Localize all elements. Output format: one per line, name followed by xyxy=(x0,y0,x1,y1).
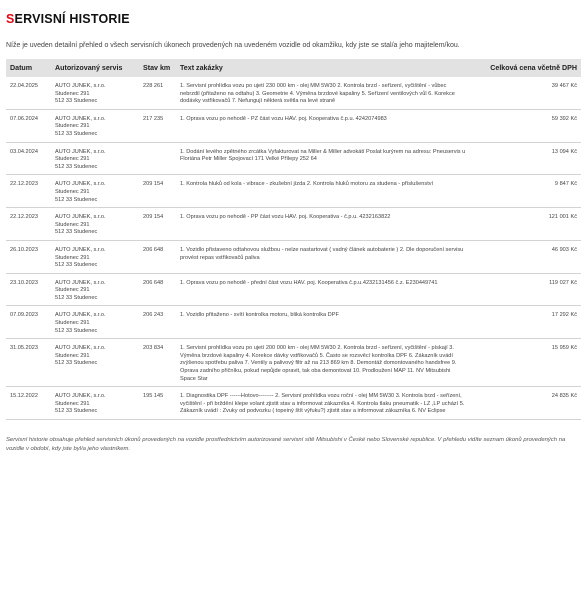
cell-order-text: 1. Dodání levého zpětného zrcátka Vyfakturovat na Miller & Miller advokátí Poslat kurýrem na adresu: Pneuservis u Floriána Petr Miller Spojovací 171 Velké Přílepy 252 64 xyxy=(176,142,473,175)
dealer-address-line: AUTO JUNEK, s.r.o. xyxy=(55,312,106,319)
cell-total-price: 119 027 Kč xyxy=(473,273,581,306)
cell-total-price: 15 959 Kč xyxy=(473,339,581,387)
cell-total-price: 59 392 Kč xyxy=(473,109,581,142)
dealer-address-line: AUTO JUNEK, s.r.o. xyxy=(55,246,106,253)
cell-total-price: 13 094 Kč xyxy=(473,142,581,175)
dealer-address-line: 512 33 Studenec xyxy=(55,408,98,415)
table-row xyxy=(6,387,581,420)
table-row xyxy=(6,306,581,339)
column-header-total-price: Celková cena včetně DPH xyxy=(473,59,581,77)
dealer-address-line: 512 33 Studenec xyxy=(55,130,98,137)
cell-date: 31.05.2023 xyxy=(6,339,51,387)
dealer-address-line: AUTO JUNEK, s.r.o. xyxy=(55,345,106,352)
dealer-address-line: 512 33 Studenec xyxy=(55,262,98,269)
cell-mileage: 203 834 xyxy=(139,339,176,387)
cell-order-text: 1. Oprava vozu po nehodě - PZ část vozu HAV. poj. Kooperativa č.p.u. 4242074983 xyxy=(176,109,473,142)
table-row xyxy=(6,240,581,273)
table-row xyxy=(6,109,581,142)
cell-dealer xyxy=(51,175,139,208)
intro-text: Níže je uveden detailní přehled o všech servisních úkonech provedených na uvedeném vozidle od okamžiku, kdy jste se stal/a jeho majitelem/kou. xyxy=(6,42,460,49)
cell-mileage: 209 154 xyxy=(139,175,176,208)
cell-date: 22.12.2023 xyxy=(6,208,51,241)
dealer-address-line: Studenec 291 xyxy=(55,90,90,97)
page-title-rest: ERVISNÍ HISTORIE xyxy=(14,12,130,26)
cell-date: 22.12.2023 xyxy=(6,175,51,208)
cell-mileage: 217 235 xyxy=(139,109,176,142)
cell-dealer xyxy=(51,273,139,306)
cell-dealer xyxy=(51,208,139,241)
cell-date: 22.04.2025 xyxy=(6,77,51,109)
service-history-table xyxy=(6,59,581,420)
footnote-text: Servisní historie obsahuje přehled servisních úkonů provedených na vozidle prostřednictvím autorizované servisní sítě Mitsubishi v České nebo Slovenské republice. V přehledu vidíte seznam úkonů provedených na vozidle v období, kdy jste byl/a jeho vlastníkem. xyxy=(6,437,566,452)
table-row xyxy=(6,77,581,109)
cell-total-price: 39 467 Kč xyxy=(473,77,581,109)
table-header-row xyxy=(6,59,581,77)
cell-order-text: 1. Oprava vozu po nehodě - PP část vozu HAV. poj. Kooperativa - č.p.u. 4232163822 xyxy=(176,208,473,241)
column-header-order-text: Text zakázky xyxy=(176,59,473,77)
dealer-address-line: Studenec 291 xyxy=(55,254,90,261)
cell-total-price: 9 847 Kč xyxy=(473,175,581,208)
dealer-address-line: AUTO JUNEK, s.r.o. xyxy=(55,148,106,155)
cell-dealer xyxy=(51,142,139,175)
cell-date: 26.10.2023 xyxy=(6,240,51,273)
cell-dealer xyxy=(51,77,139,109)
table-row xyxy=(6,175,581,208)
table-row xyxy=(6,142,581,175)
dealer-address-line: Studenec 291 xyxy=(55,221,90,228)
cell-dealer xyxy=(51,339,139,387)
dealer-address-line: 512 33 Studenec xyxy=(55,196,98,203)
cell-order-text: 1. Servisní prohlídka vozu po ujetí 200 000 km - olej MM 5W30 2. Kontrola brzd - seřízení, vyčištění - pískají 3. Výměna brzdové kapaliny 4. Korekce dávky vstřikovačů 5. Často se rozsvěcí kontrolka DPF 6. Zákazník uvádí zvýšenou spotřebu paliva 7. Ventily a palivový filtr až na 213 869 km 8. Demontáž domontovaného handsfree 9. Oprava zadního přičníku, pokud nepůjde opravit, tak oba demontovat 10. Prodloužení MAP 11. NV Mitsubishi Space Star xyxy=(176,339,473,387)
cell-mileage: 195 145 xyxy=(139,387,176,420)
cell-date: 15.12.2022 xyxy=(6,387,51,420)
dealer-address-line: 512 33 Studenec xyxy=(55,163,98,170)
cell-order-text: 1. Diagnostika DPF ------Hotovo-------- 2. Servisní prohlídka vozu roční - olej MM 5W30 3. Kontrola brzd - seřízení, vyčištění - při brždění klepe volant zjistit stav a informovat zákazníka 4. Kontrola tlaku pneumatik - LZ ,LP uchází 5. Zákazník uvádí : Zvuky od podvozku ( topeiný štít výfuku?) zjistit stav a informovat zákazníka 6. NV Eclipse xyxy=(176,387,473,420)
dealer-address-line: AUTO JUNEK, s.r.o. xyxy=(55,115,106,122)
table-body xyxy=(6,77,581,420)
cell-dealer xyxy=(51,306,139,339)
cell-mileage: 206 648 xyxy=(139,240,176,273)
cell-total-price: 46 903 Kč xyxy=(473,240,581,273)
cell-mileage xyxy=(139,142,176,175)
dealer-address-line: Studenec 291 xyxy=(55,287,90,294)
dealer-address-line: Studenec 291 xyxy=(55,188,90,195)
table-row xyxy=(6,273,581,306)
cell-dealer xyxy=(51,109,139,142)
column-header-mileage: Stav km xyxy=(139,59,176,77)
column-header-dealer: Autorizovaný servis xyxy=(51,59,139,77)
cell-total-price: 121 001 Kč xyxy=(473,208,581,241)
cell-mileage: 206 243 xyxy=(139,306,176,339)
cell-total-price: 24 835 Kč xyxy=(473,387,581,420)
dealer-address-line: 512 33 Studenec xyxy=(55,327,98,334)
cell-order-text: 1. Vozidlo přistaveno odtahovou službou - nelze nastartovat ( vadný článek autobaterie ) 2. Dle doporučení servisu provést repas vstřikovačů paliva xyxy=(176,240,473,273)
cell-date: 03.04.2024 xyxy=(6,142,51,175)
column-header-date: Datum xyxy=(6,59,51,77)
dealer-address-line: Studenec 291 xyxy=(55,400,90,407)
cell-date: 07.09.2023 xyxy=(6,306,51,339)
dealer-address-line: AUTO JUNEK, s.r.o. xyxy=(55,83,106,89)
dealer-address-line: 512 33 Studenec xyxy=(55,98,98,105)
cell-mileage: 206 648 xyxy=(139,273,176,306)
dealer-address-line: AUTO JUNEK, s.r.o. xyxy=(55,214,106,221)
dealer-address-line: AUTO JUNEK, s.r.o. xyxy=(55,279,106,286)
dealer-address-line: AUTO JUNEK, s.r.o. xyxy=(55,181,106,188)
cell-dealer xyxy=(51,240,139,273)
dealer-address-line: Studenec 291 xyxy=(55,352,90,359)
page-title xyxy=(6,12,581,26)
dealer-address-line: Studenec 291 xyxy=(55,156,90,163)
cell-dealer xyxy=(51,387,139,420)
cell-mileage: 209 154 xyxy=(139,208,176,241)
table-row xyxy=(6,339,581,387)
cell-order-text: 1. Kontrola hluků od kola - vibrace - zkušební jízda 2. Kontrola hluků motoru za studena - příslušenství xyxy=(176,175,473,208)
page-title-initial: S xyxy=(6,12,15,26)
dealer-address-line: 512 33 Studenec xyxy=(55,229,98,236)
dealer-address-line: Studenec 291 xyxy=(55,320,90,327)
cell-order-text: 1. Vozidlo přitaženo - svítí kontrolka motoru, bliká kontrolka DPF xyxy=(176,306,473,339)
cell-order-text: 1. Servisní prohlídka vozu po ujetí 230 000 km - olej MM 5W30 2. Kontrola brzd - seřízení, vyčištění - vůbec nebrzdil (přitaženo na odtahu) 3. Geometrie 4. Výměna brzdové kapaliny 5. Seřízení ventilových vůl 6. Korekce dodávky vstřikovačů 7. Nefungují některá světla na levé straně xyxy=(176,77,473,109)
table-row xyxy=(6,208,581,241)
cell-date: 07.06.2024 xyxy=(6,109,51,142)
cell-mileage: 228 261 xyxy=(139,77,176,109)
cell-total-price: 17 292 Kč xyxy=(473,306,581,339)
cell-date: 23.10.2023 xyxy=(6,273,51,306)
dealer-address-line: 512 33 Studenec xyxy=(55,360,98,367)
cell-order-text: 1. Oprava vozu po nehodě - přední část vozu HAV. poj. Kooperativa č.p.u.4232131456 č.z. E230449741 xyxy=(176,273,473,306)
dealer-address-line: AUTO JUNEK, s.r.o. xyxy=(55,393,106,400)
dealer-address-line: Studenec 291 xyxy=(55,123,90,130)
dealer-address-line: 512 33 Studenec xyxy=(55,294,98,301)
